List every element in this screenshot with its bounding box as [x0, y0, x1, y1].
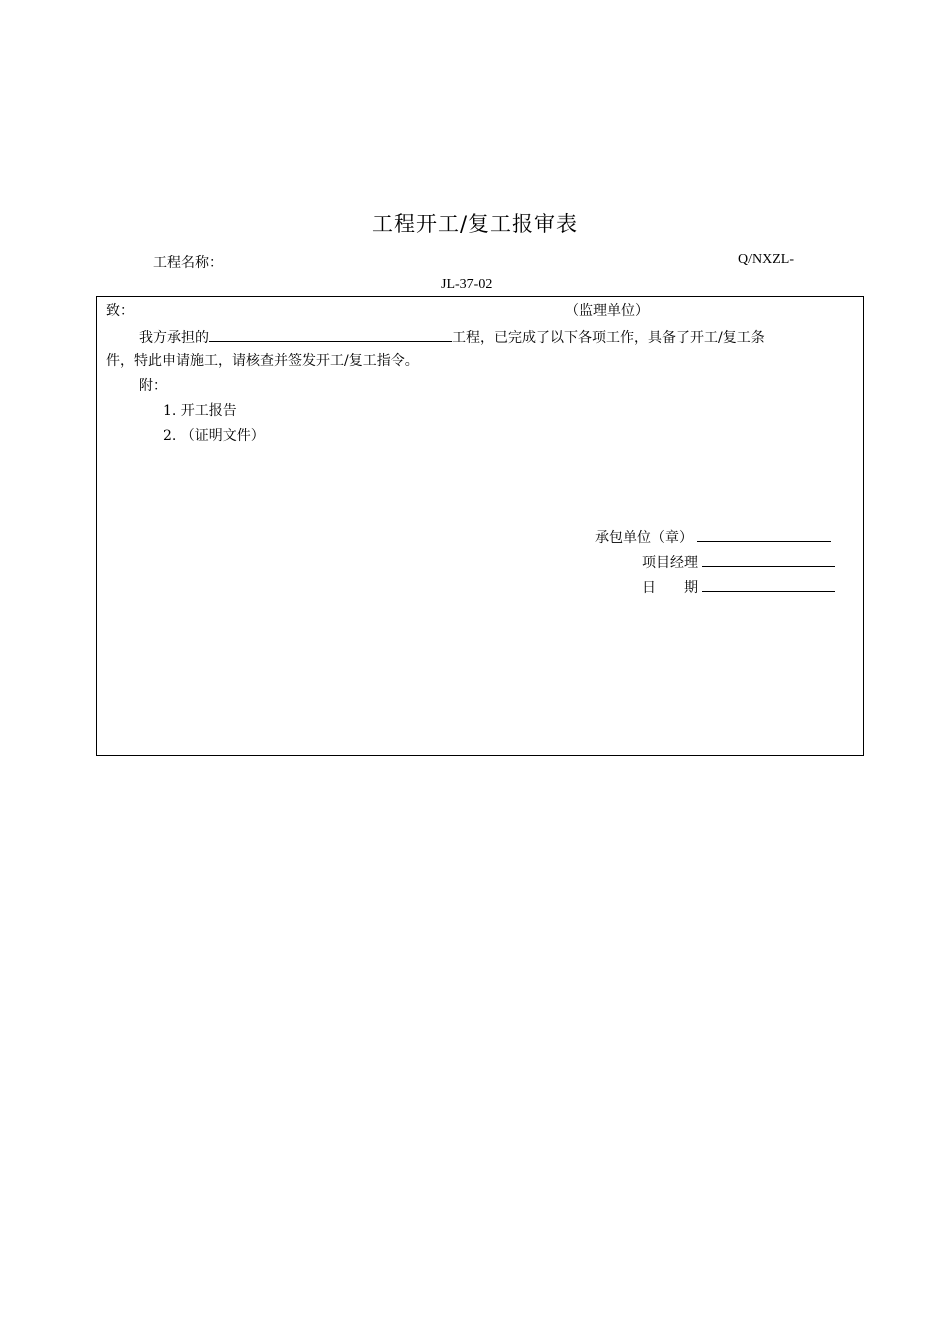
statement-suffix: 工程，已完成了以下各项工作，具备了开工/复工条 — [452, 330, 765, 346]
attach-label: 附： — [139, 378, 167, 394]
supervisor-label: （监理单位） — [565, 303, 649, 319]
statement-prefix: 我方承担的 — [139, 330, 209, 346]
attachment-item-1: 1. 开工报告 — [163, 403, 237, 419]
project-name-label: 工程名称： — [153, 255, 223, 271]
document-code-part1: Q/NXZL- — [738, 252, 794, 267]
date-label: 日 期 — [642, 580, 698, 596]
statement-line1 — [139, 326, 765, 348]
manager-label: 项目经理 — [642, 555, 698, 571]
contractor-label: 承包单位（章） — [595, 530, 693, 546]
page-title: 工程开工/复工报审表 — [371, 212, 579, 236]
manager-signature-row — [642, 551, 835, 573]
manager-signature-field[interactable] — [702, 551, 835, 567]
attachment-item-2: 2. （证明文件） — [163, 428, 265, 444]
statement-line2: 件，特此申请施工，请核查并签发开工/复工指令。 — [106, 353, 419, 369]
to-label: 致： — [106, 303, 134, 319]
date-field[interactable] — [702, 576, 835, 592]
document-code-part2: JL-37-02 — [441, 277, 493, 292]
form-box — [96, 296, 864, 756]
project-blank-field[interactable] — [209, 326, 452, 342]
date-row — [642, 576, 835, 598]
contractor-signature-row — [595, 526, 831, 548]
contractor-signature-field[interactable] — [697, 526, 831, 542]
